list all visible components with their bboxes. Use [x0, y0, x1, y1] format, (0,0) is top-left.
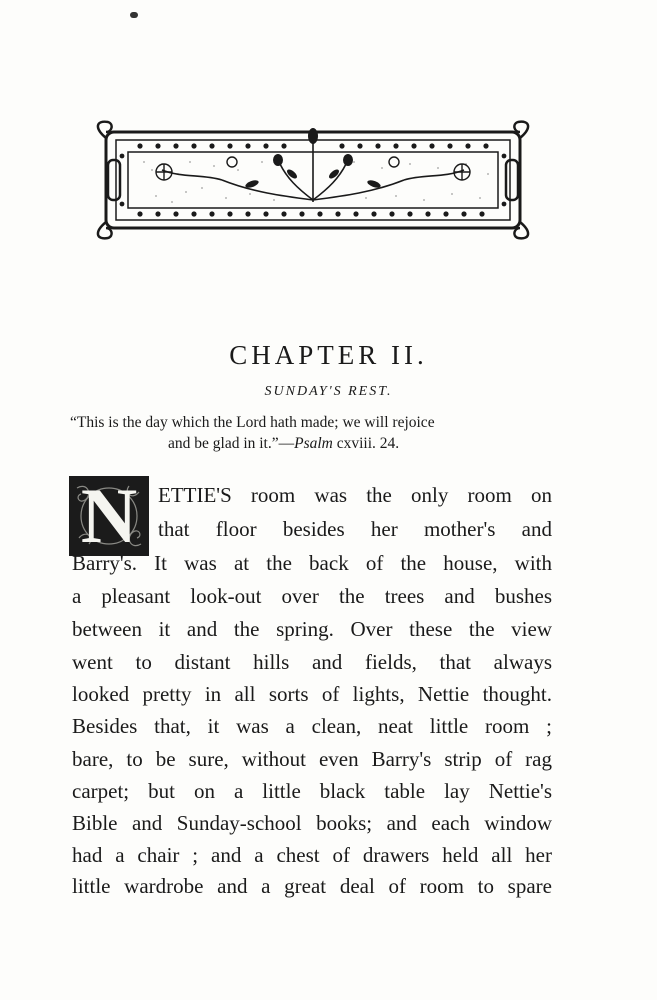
epigraph-source: Psalm [294, 435, 333, 452]
chapter-title: CHAPTER II. [229, 340, 428, 370]
drop-cap-letter: N [80, 472, 138, 559]
epigraph-reference: cxviii. 24. [332, 435, 400, 452]
body-line: between it and the spring. Over these the view [72, 617, 552, 641]
body-line: Bible and Sunday-school books; and each window [72, 811, 552, 835]
body-line: Barry's. It was at the back of the house, with [72, 551, 552, 575]
body-line: a pleasant look-out over the trees and bushes [72, 584, 552, 608]
body-line: that floor besides her mother's and [158, 517, 552, 541]
body-line: looked pretty in all sorts of lights, Nettie thought. [72, 682, 552, 706]
body-line: Besides that, it was a clean, neat little room ; [72, 714, 552, 738]
epigraph-line-2-text: and be glad in it.”— [168, 435, 295, 452]
body-line: had a chair ; and a chest of drawers held all her [72, 843, 552, 867]
chapter-subtitle: SUNDAY'S REST. [264, 384, 393, 399]
body-line: carpet; but on a little black table lay Nettie's [72, 779, 552, 803]
body-line: went to distant hills and fields, that always [72, 650, 552, 674]
body-line: little wardrobe and a great deal of room to spare [72, 874, 552, 898]
epigraph-line-1: “This is the day which the Lord hath made; we will rejoice [70, 414, 435, 431]
body-line: bare, to be sure, without even Barry's strip of rag [72, 747, 552, 771]
body-line: ETTIE'S room was the only room on [158, 483, 552, 507]
